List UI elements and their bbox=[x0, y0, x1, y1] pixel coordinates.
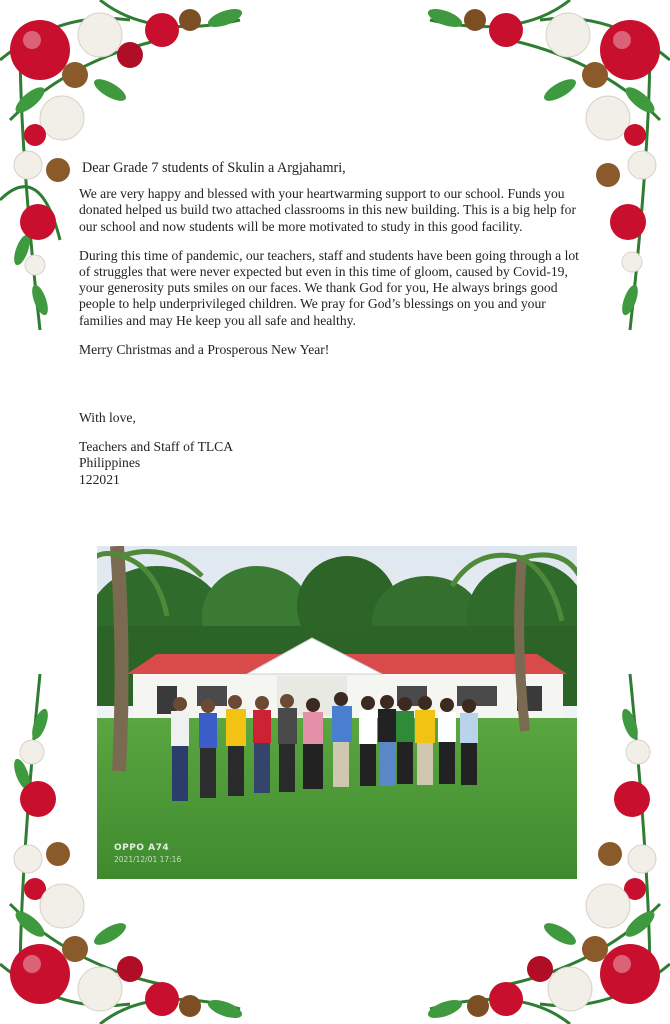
pine-cone bbox=[596, 163, 620, 187]
white-ornament bbox=[78, 13, 122, 57]
red-ornament bbox=[20, 781, 56, 817]
letter-paragraph-2: During this time of pandemic, our teachers, staff and students have been going through a lot of struggles that were never expected but even in this time of gloom, caused by Covid-19, your generosity puts smiles on our faces. We thank God for you, He always brings good people to help underprivileged children. We pray for God’s blessings on you and your families and may He keep you all safe and healthy. bbox=[79, 247, 579, 328]
letter-paragraph-3: Merry Christmas and a Prosperous New Year! bbox=[79, 341, 330, 357]
red-ornament bbox=[117, 42, 143, 68]
red-ornament bbox=[24, 124, 46, 146]
red-ornament bbox=[489, 982, 523, 1016]
camera-watermark bbox=[114, 843, 181, 865]
group-photo bbox=[97, 546, 577, 879]
red-ornament bbox=[10, 944, 70, 1004]
white-ornament bbox=[586, 884, 630, 928]
red-ornament bbox=[624, 124, 646, 146]
signature-line-2: Philippines bbox=[79, 455, 141, 471]
red-ornament bbox=[600, 944, 660, 1004]
pine-cone bbox=[467, 995, 489, 1017]
red-ornament bbox=[117, 956, 143, 982]
pine-cone bbox=[464, 9, 486, 31]
white-ornament bbox=[25, 255, 45, 275]
pine-cone bbox=[46, 158, 70, 182]
pine-cone bbox=[62, 936, 88, 962]
red-ornament bbox=[600, 20, 660, 80]
watermark-model: OPPO A74 bbox=[114, 843, 170, 853]
white-ornament bbox=[14, 151, 42, 179]
red-ornament bbox=[20, 204, 56, 240]
white-ornament bbox=[622, 252, 642, 272]
white-ornament bbox=[40, 96, 84, 140]
red-ornament bbox=[527, 956, 553, 982]
pine-cone bbox=[582, 62, 608, 88]
white-ornament bbox=[586, 96, 630, 140]
red-ornament bbox=[489, 13, 523, 47]
letter-closing: With love, bbox=[79, 410, 136, 426]
pine-cone bbox=[62, 62, 88, 88]
white-ornament bbox=[40, 884, 84, 928]
white-ornament bbox=[628, 845, 656, 873]
pine-cone bbox=[46, 842, 70, 866]
white-ornament bbox=[626, 740, 650, 764]
letter-body bbox=[79, 160, 584, 501]
pine-cone bbox=[179, 995, 201, 1017]
red-ornament bbox=[145, 982, 179, 1016]
red-ornament bbox=[10, 20, 70, 80]
letter-greeting: Dear Grade 7 students of Skulin a Argjahamri, bbox=[82, 160, 346, 176]
red-ornament bbox=[614, 781, 650, 817]
signature-line-3: 122021 bbox=[79, 471, 120, 487]
letter-paragraph-1: We are very happy and blessed with your heartwarming support to our school. Funds you donated helped us build two attached classrooms in this new building. This is a big help for our school and now students will be more motivated to study in this good facility. bbox=[79, 186, 576, 234]
white-ornament bbox=[14, 845, 42, 873]
pine-cone bbox=[179, 9, 201, 31]
white-ornament bbox=[78, 967, 122, 1011]
white-ornament bbox=[546, 13, 590, 57]
red-ornament bbox=[145, 13, 179, 47]
letter-signature bbox=[79, 439, 584, 488]
pine-cone bbox=[582, 936, 608, 962]
pine-cone bbox=[598, 842, 622, 866]
white-ornament bbox=[548, 967, 592, 1011]
signature-line-1: Teachers and Staff of TLCA bbox=[79, 439, 234, 455]
watermark-date: 2021/12/01 17:16 bbox=[114, 855, 182, 864]
white-ornament bbox=[628, 151, 656, 179]
white-ornament bbox=[20, 740, 44, 764]
red-ornament bbox=[610, 204, 646, 240]
